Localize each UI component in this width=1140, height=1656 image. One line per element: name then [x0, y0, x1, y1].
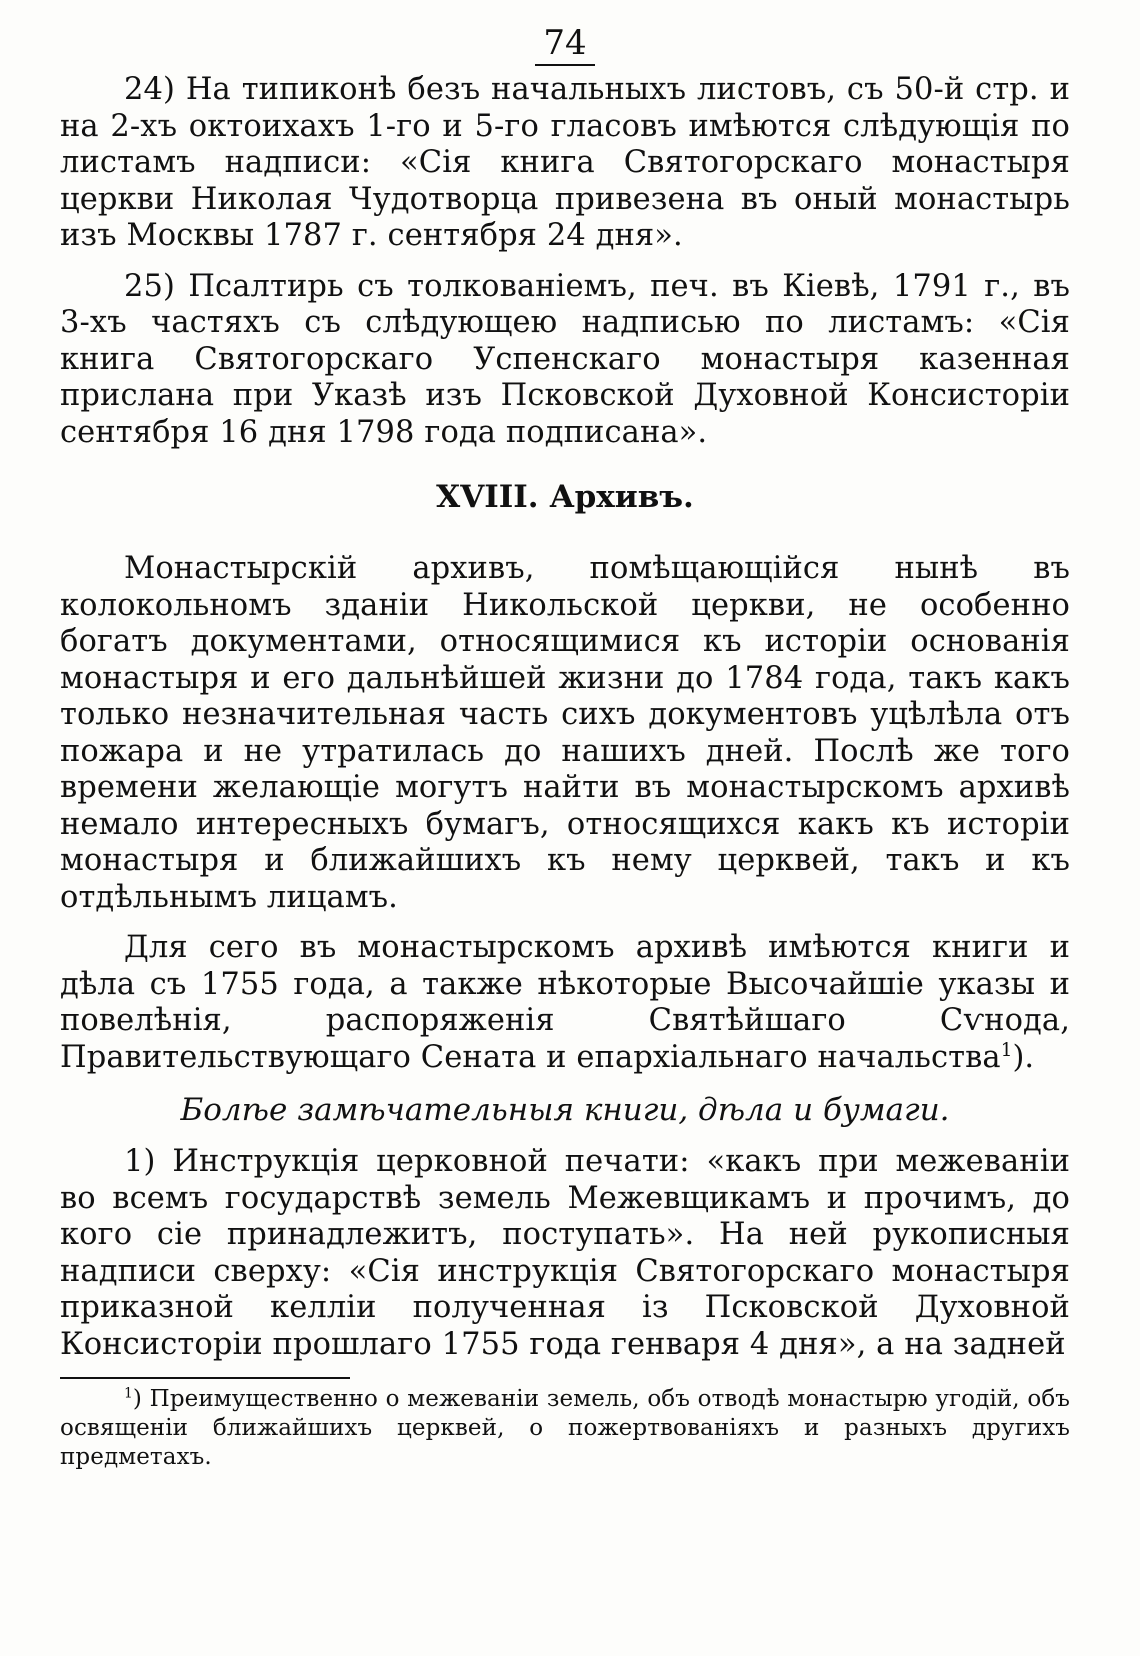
section-title: XVIII. Архивъ.	[436, 479, 694, 515]
archive-paragraph-2-text: Для сего въ монастырскомъ архивѣ имѣются книги и дѣла съ 1755 года, а также нѣкоторые Высочайшіе указы и повелѣнія, распоряженія Святѣйшаго Сѵнода, Правительствующаго Сената и епархіальнаго начальства	[60, 930, 1070, 1075]
footnote-mark: 1	[124, 1385, 133, 1402]
paragraph-25: 25) Псалтирь съ толкованіемъ, печ. въ Кіевѣ, 1791 г., въ 3-хъ частяхъ съ слѣдующею надписью по листамъ: «Сія книга Святогорскаго Успенскаго монастыря казенная прислана при Указѣ изъ Псковской Духовной Консисторіи сентября 16 дня 1798 года подписана».	[60, 268, 1070, 450]
footnote-body: ) Преимущественно о межеваніи земель, объ отводѣ монастырю угодій, объ освященіи ближайшихъ церквей, о пожертвованіяхъ и разныхъ другихъ предметахъ.	[60, 1386, 1070, 1470]
footnote	[60, 1385, 1070, 1472]
archive-paragraph-2-tail: ).	[1012, 1039, 1035, 1075]
archive-paragraph: Монастырскій архивъ, помѣщающійся нынѣ въ колокольномъ зданіи Никольской церкви, не особенно богатъ документами, относящимися къ исторіи основанія монастыря и его дальнѣйшей жизни до 1784 года, такъ какъ только незначительная часть сихъ документовъ уцѣлѣла отъ пожара и не утратилась до нашихъ дней. Послѣ же того времени желающіе могутъ найти въ монастырскомъ архивѣ немало интересныхъ бумагъ, относящихся какъ къ исторіи монастыря и ближайшихъ къ нему церквей, такъ и къ отдѣльнымъ лицамъ.	[60, 551, 1070, 915]
subsection-title: Болѣе замѣчательныя книги, дѣла и бумаги.	[180, 1092, 950, 1128]
item-1-paragraph: 1) Инструкція церковной печати: «какъ при межеваніи во всемъ государствѣ земель Межевщикамъ и прочимъ, до кого сіе принадлежитъ, поступать». На ней рукописныя надписи сверху: «Сія инструкція Святогорскаго монастыря приказной келліи полученная із Псковской Духовной Консисторіи прошлаго 1755 года генваря 4 дня», а на задней	[60, 1144, 1070, 1362]
footnote-text	[60, 1385, 1070, 1472]
footnote-divider	[60, 1377, 350, 1379]
archive-paragraph-2	[60, 930, 1070, 1076]
page-number: 74	[535, 22, 595, 66]
footnote-reference: 1	[1000, 1039, 1013, 1061]
paragraph-24: 24) На типиконѣ безъ начальныхъ листовъ, съ 50-й стр. и на 2-хъ октоихахъ 1-го и 5-го гласовъ имѣются слѣдующія по листамъ надписи: «Сія книга Святогорскаго монастыря церкви Николая Чудотворца привезена въ оный монастырь изъ Москвы 1787 г. сентября 24 дня».	[60, 72, 1070, 253]
